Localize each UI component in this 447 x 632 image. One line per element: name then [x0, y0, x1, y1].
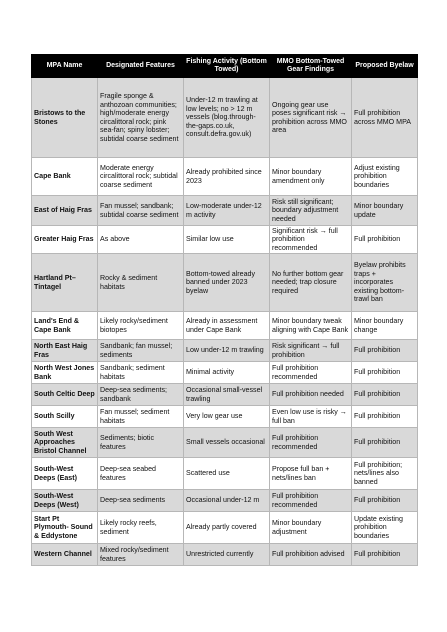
- fishing-activity-cell: Already in assessment under Cape Bank: [184, 312, 270, 340]
- mpa-name-cell: North West Jones Bank: [32, 362, 98, 384]
- designated-features-cell: Mixed rocky/sediment features: [98, 544, 184, 566]
- fishing-activity-cell: Occasional under-12 m: [184, 490, 270, 512]
- designated-features-cell: As above: [98, 226, 184, 254]
- table-header: [32, 55, 418, 78]
- designated-features-cell: Sediments; biotic features: [98, 428, 184, 458]
- proposed-byelaw-cell: Adjust existing prohibition boundaries: [352, 158, 418, 196]
- table-row: [32, 362, 418, 384]
- designated-features-cell: Likely rocky/sediment biotopes: [98, 312, 184, 340]
- mmo-findings-cell: Risk significant → full prohibition: [270, 340, 352, 362]
- proposed-byelaw-cell: Byelaw prohibits traps + incorporates existing bottom-trawl ban: [352, 254, 418, 312]
- designated-features-cell: Fan mussel; sediment habitats: [98, 406, 184, 428]
- mpa-name-cell: Start Pt Plymouth- Sound & Eddystone: [32, 512, 98, 544]
- mpa-name-cell: East of Haig Fras: [32, 196, 98, 226]
- mpa-name-cell: Hartland Pt–Tintagel: [32, 254, 98, 312]
- designated-features-cell: Likely rocky reefs, sediment: [98, 512, 184, 544]
- proposed-byelaw-cell: Full prohibition: [352, 428, 418, 458]
- header-fishing-activity: Fishing Activity (Bottom Towed): [184, 55, 270, 78]
- designated-features-cell: Moderate energy circalittoral rock; subtidal coarse sediment: [98, 158, 184, 196]
- mpa-name-cell: South-West Deeps (West): [32, 490, 98, 512]
- table-row: [32, 406, 418, 428]
- mmo-findings-cell: Ongoing gear use poses significant risk → prohibition across MMO area: [270, 78, 352, 158]
- proposed-byelaw-cell: Full prohibition: [352, 490, 418, 512]
- fishing-activity-cell: Already partly covered: [184, 512, 270, 544]
- table-row: [32, 544, 418, 566]
- fishing-activity-cell: Small vessels occasional: [184, 428, 270, 458]
- table-row: [32, 254, 418, 312]
- proposed-byelaw-cell: Full prohibition: [352, 384, 418, 406]
- table-body: [32, 78, 418, 566]
- proposed-byelaw-cell: Minor boundary update: [352, 196, 418, 226]
- mpa-name-cell: South Celtic Deep: [32, 384, 98, 406]
- table-row: [32, 196, 418, 226]
- mpa-byelaw-table: [31, 54, 418, 566]
- proposed-byelaw-cell: Full prohibition: [352, 406, 418, 428]
- mmo-findings-cell: Significant risk → full prohibition recommended: [270, 226, 352, 254]
- fishing-activity-cell: Already prohibited since 2023: [184, 158, 270, 196]
- proposed-byelaw-cell: Full prohibition; nets/lines also banned: [352, 458, 418, 490]
- mmo-findings-cell: Minor boundary tweak aligning with Cape Bank: [270, 312, 352, 340]
- designated-features-cell: Fan mussel; sandbank; subtidal coarse sediment: [98, 196, 184, 226]
- fishing-activity-cell: Bottom-towed already banned under 2023 byelaw: [184, 254, 270, 312]
- table-row: [32, 458, 418, 490]
- proposed-byelaw-cell: Full prohibition: [352, 340, 418, 362]
- fishing-activity-cell: Very low gear use: [184, 406, 270, 428]
- header-mpa-name: MPA Name: [32, 55, 98, 78]
- mmo-findings-cell: Full prohibition recommended: [270, 428, 352, 458]
- fishing-activity-cell: Low under-12 m trawling: [184, 340, 270, 362]
- designated-features-cell: Rocky & sediment habitats: [98, 254, 184, 312]
- mpa-name-cell: Bristows to the Stones: [32, 78, 98, 158]
- proposed-byelaw-cell: Minor boundary change: [352, 312, 418, 340]
- mpa-name-cell: North East Haig Fras: [32, 340, 98, 362]
- table-row: [32, 490, 418, 512]
- mpa-name-cell: Western Channel: [32, 544, 98, 566]
- proposed-byelaw-cell: Full prohibition: [352, 544, 418, 566]
- fishing-activity-cell: Occasional small-vessel trawling: [184, 384, 270, 406]
- fishing-activity-cell: Under-12 m trawling at low levels; no > 12 m vessels (blog.through-the-gaps.co.uk, consult.defra.gov.uk): [184, 78, 270, 158]
- designated-features-cell: Deep-sea sediments; sandbank: [98, 384, 184, 406]
- designated-features-cell: Deep-sea sediments: [98, 490, 184, 512]
- header-row: [32, 55, 418, 78]
- table-row: [32, 428, 418, 458]
- fishing-activity-cell: Low-moderate under-12 m activity: [184, 196, 270, 226]
- mpa-name-cell: Cape Bank: [32, 158, 98, 196]
- table-row: [32, 512, 418, 544]
- mpa-name-cell: South West Approaches Bristol Channel: [32, 428, 98, 458]
- mmo-findings-cell: Full prohibition recommended: [270, 490, 352, 512]
- mmo-findings-cell: Full prohibition recommended: [270, 362, 352, 384]
- fishing-activity-cell: Scattered use: [184, 458, 270, 490]
- table-row: [32, 340, 418, 362]
- mmo-findings-cell: Full prohibition needed: [270, 384, 352, 406]
- table-row: [32, 226, 418, 254]
- mmo-findings-cell: Minor boundary adjustment: [270, 512, 352, 544]
- proposed-byelaw-cell: Full prohibition across MMO MPA: [352, 78, 418, 158]
- header-designated-features: Designated Features: [98, 55, 184, 78]
- fishing-activity-cell: Unrestricted currently: [184, 544, 270, 566]
- designated-features-cell: Sandbank; sediment habitats: [98, 362, 184, 384]
- fishing-activity-cell: Minimal activity: [184, 362, 270, 384]
- proposed-byelaw-cell: Full prohibition: [352, 226, 418, 254]
- proposed-byelaw-cell: Full prohibition: [352, 362, 418, 384]
- mpa-name-cell: Greater Haig Fras: [32, 226, 98, 254]
- fishing-activity-cell: Similar low use: [184, 226, 270, 254]
- header-proposed-byelaw: Proposed Byelaw: [352, 55, 418, 78]
- designated-features-cell: Fragile sponge & anthozoan communities; high/moderate energy circalittoral rock; pink sea-fan; spiny lobster; subtidal coarse sediment: [98, 78, 184, 158]
- table-row: [32, 384, 418, 406]
- mmo-findings-cell: Propose full ban + nets/lines ban: [270, 458, 352, 490]
- mmo-findings-cell: Minor boundary amendment only: [270, 158, 352, 196]
- mmo-findings-cell: Full prohibition advised: [270, 544, 352, 566]
- designated-features-cell: Deep-sea seabed features: [98, 458, 184, 490]
- mmo-findings-cell: Risk still significant; boundary adjustment needed: [270, 196, 352, 226]
- mpa-name-cell: Land's End & Cape Bank: [32, 312, 98, 340]
- table-row: [32, 158, 418, 196]
- table-row: [32, 312, 418, 340]
- mpa-name-cell: South Scilly: [32, 406, 98, 428]
- designated-features-cell: Sandbank; fan mussel; sediments: [98, 340, 184, 362]
- header-mmo-findings: MMO Bottom-Towed Gear Findings: [270, 55, 352, 78]
- table-row: [32, 78, 418, 158]
- mmo-findings-cell: No further bottom gear needed; trap closure required: [270, 254, 352, 312]
- mpa-name-cell: South-West Deeps (East): [32, 458, 98, 490]
- mmo-findings-cell: Even low use is risky → full ban: [270, 406, 352, 428]
- proposed-byelaw-cell: Update existing prohibition boundaries: [352, 512, 418, 544]
